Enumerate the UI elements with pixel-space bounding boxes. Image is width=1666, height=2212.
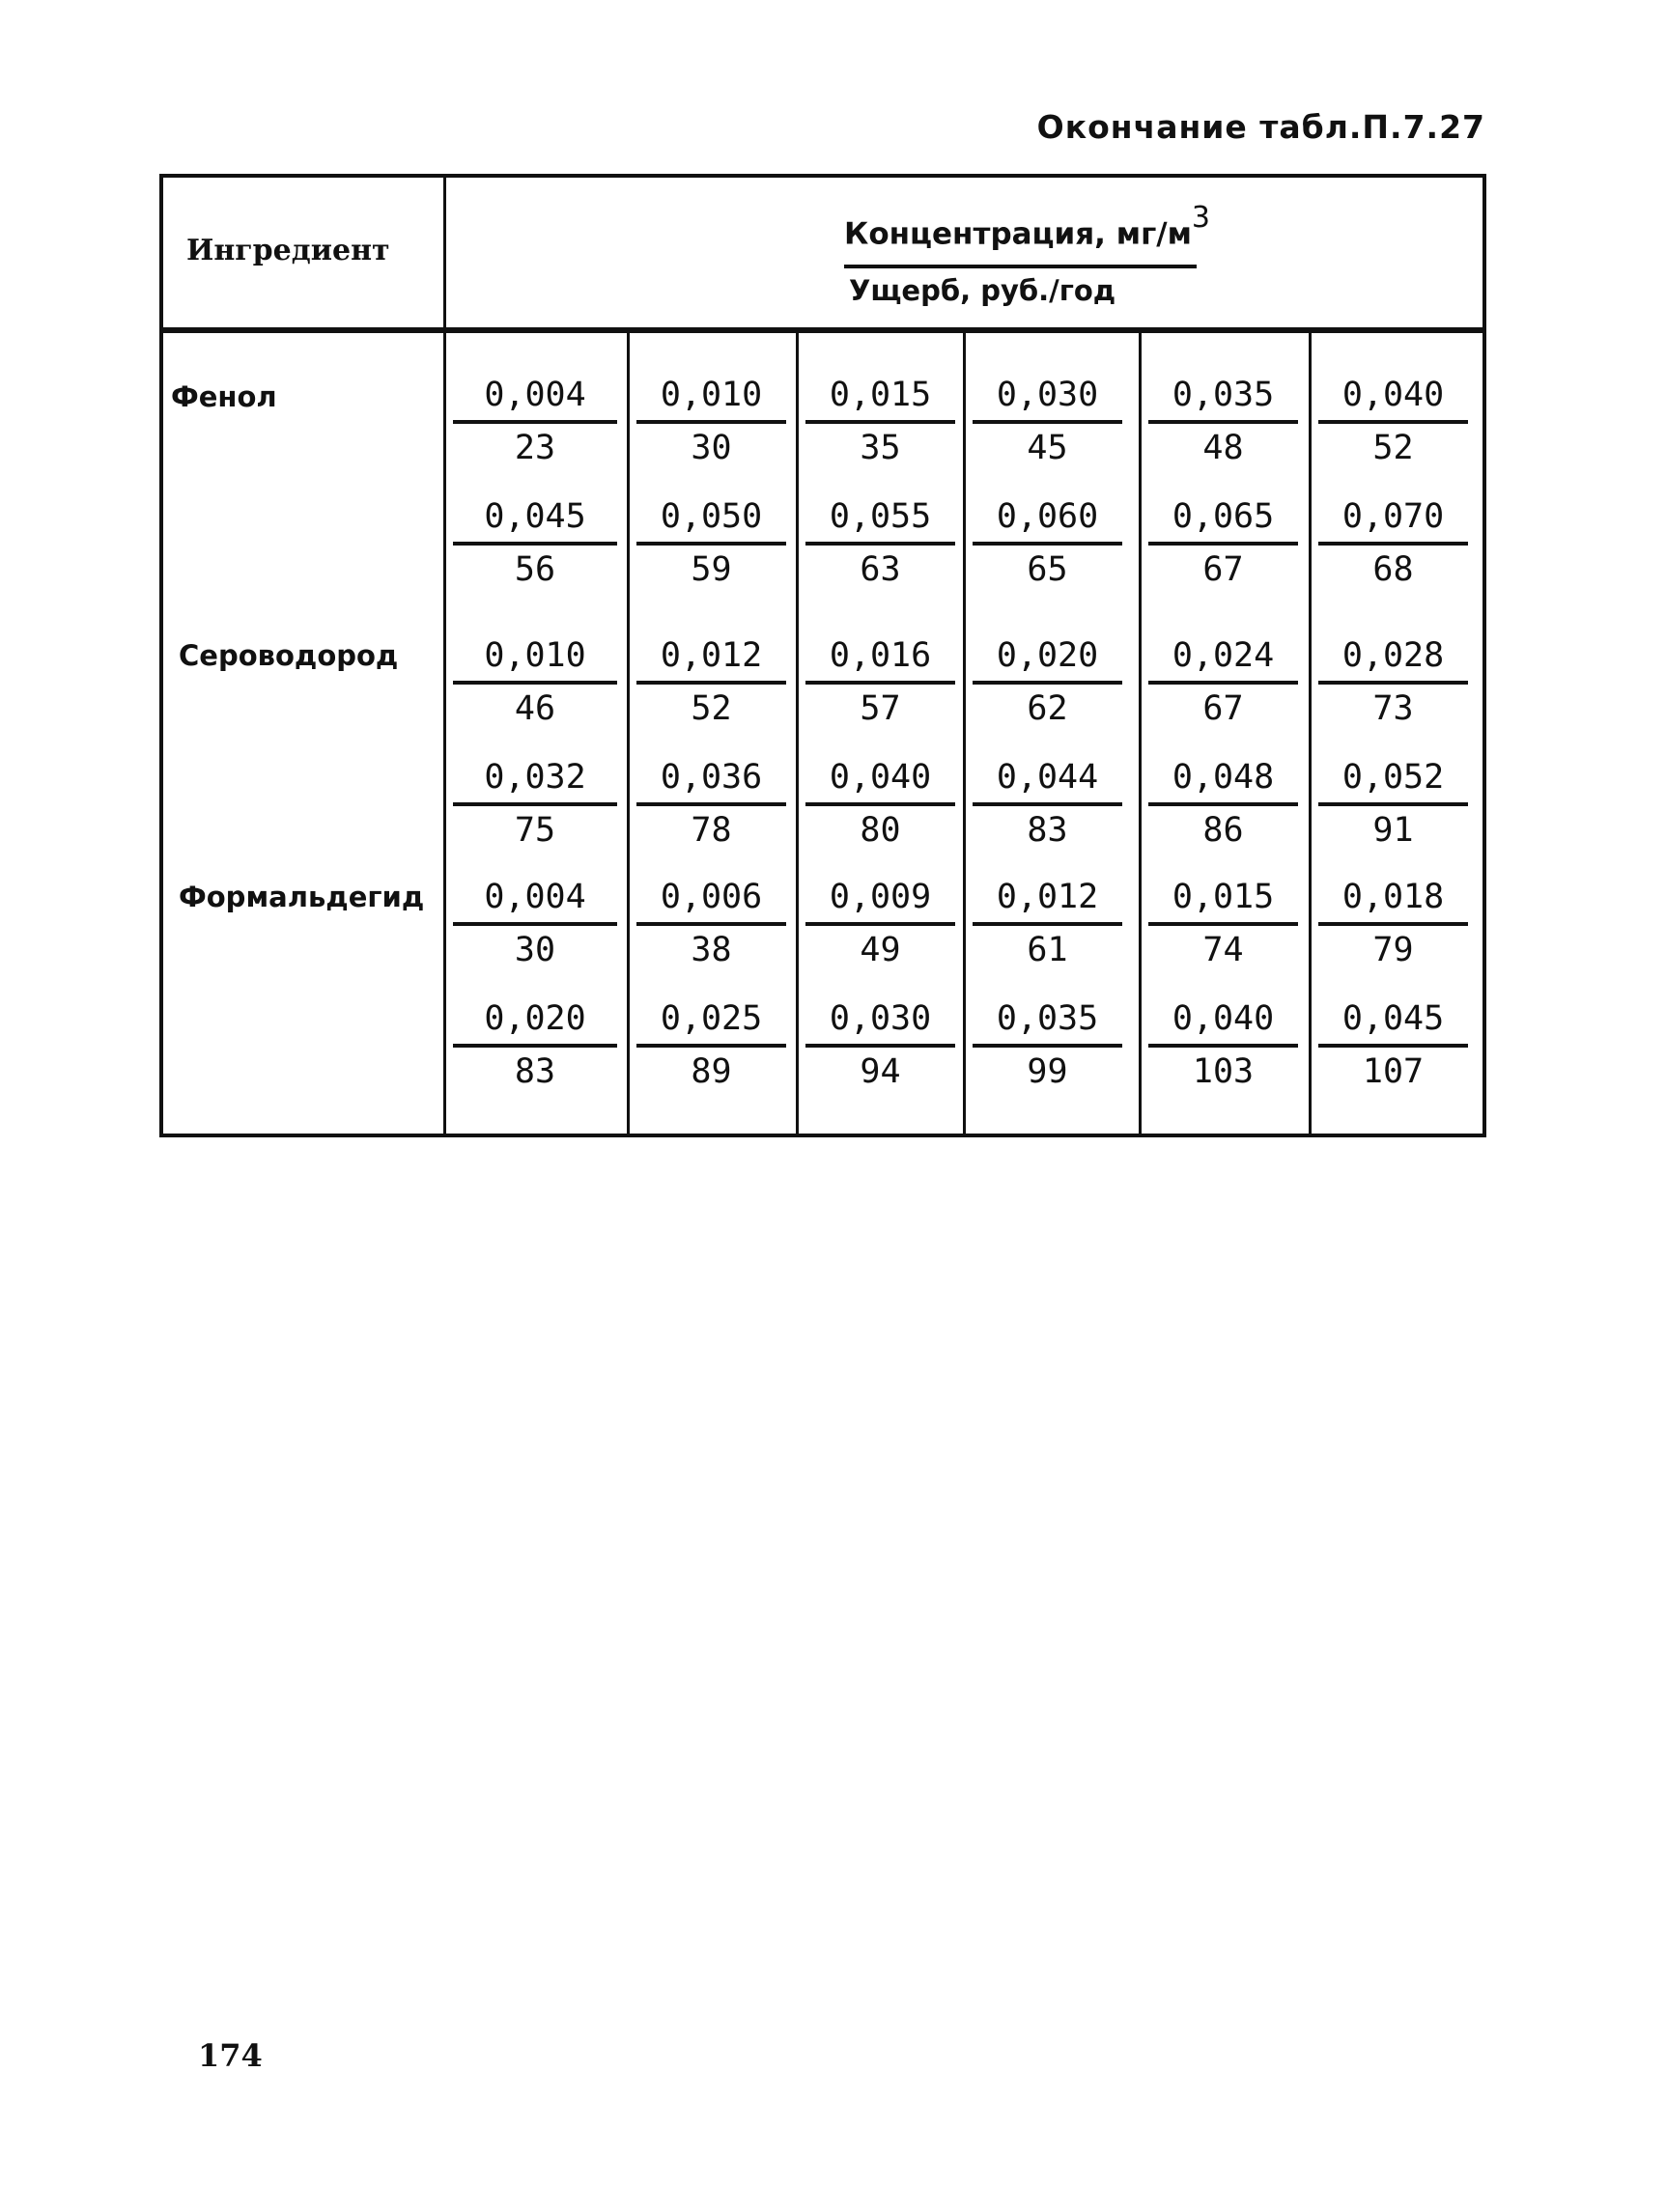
damage-value: 30 xyxy=(691,429,732,467)
fraction-bar xyxy=(973,922,1122,926)
fraction-bar xyxy=(805,1044,955,1048)
damage-value: 86 xyxy=(1202,811,1244,850)
damage-value: 45 xyxy=(1027,429,1068,467)
damage-value: 48 xyxy=(1202,429,1244,467)
damage-value: 59 xyxy=(691,550,732,589)
damage-value: 61 xyxy=(1027,931,1068,969)
concentration-damage-cell xyxy=(973,636,1122,728)
concentration-damage-cell xyxy=(636,497,786,589)
ingredient-label: Сероводород xyxy=(179,639,399,672)
damage-table xyxy=(159,174,1486,1137)
concentration-value: 0,012 xyxy=(660,636,763,675)
header-concentration xyxy=(844,201,1375,252)
damage-value: 65 xyxy=(1027,550,1068,589)
concentration-damage-cell xyxy=(636,999,786,1091)
fraction-bar xyxy=(453,802,617,806)
concentration-value: 0,052 xyxy=(1341,758,1445,797)
concentration-value: 0,030 xyxy=(996,376,1099,414)
concentration-damage-cell xyxy=(973,878,1122,969)
concentration-damage-cell xyxy=(1318,497,1468,589)
concentration-damage-cell xyxy=(453,999,617,1091)
concentration-value: 0,032 xyxy=(484,758,586,797)
concentration-damage-cell xyxy=(973,758,1122,850)
fraction-bar xyxy=(1318,681,1468,685)
fraction-bar xyxy=(805,922,955,926)
fraction-bar xyxy=(805,802,955,806)
fraction-bar xyxy=(453,420,617,424)
concentration-value: 0,040 xyxy=(1172,999,1275,1038)
damage-value: 99 xyxy=(1027,1052,1068,1091)
fraction-bar xyxy=(805,420,955,424)
column-divider xyxy=(443,178,446,1134)
damage-value: 75 xyxy=(514,811,556,850)
fraction-bar xyxy=(636,922,786,926)
concentration-damage-cell xyxy=(973,999,1122,1091)
damage-value: 103 xyxy=(1192,1052,1255,1091)
concentration-damage-cell xyxy=(805,878,955,969)
concentration-value: 0,040 xyxy=(1341,376,1445,414)
fraction-bar xyxy=(973,1044,1122,1048)
header-concentration-text: Концентрация, мг/м xyxy=(844,216,1192,252)
header-damage: Ущерб, руб./год xyxy=(849,274,1116,307)
ingredient-label: Фенол xyxy=(171,380,277,413)
concentration-value: 0,070 xyxy=(1341,497,1445,536)
concentration-value: 0,009 xyxy=(829,878,932,916)
damage-value: 79 xyxy=(1372,931,1414,969)
concentration-value: 0,030 xyxy=(829,999,932,1038)
fraction-bar xyxy=(1318,420,1468,424)
concentration-damage-cell xyxy=(1148,878,1298,969)
damage-value: 52 xyxy=(1372,429,1414,467)
damage-value: 46 xyxy=(514,689,556,728)
concentration-value: 0,006 xyxy=(660,878,763,916)
damage-value: 67 xyxy=(1202,550,1244,589)
fraction-bar xyxy=(636,802,786,806)
concentration-damage-cell xyxy=(636,878,786,969)
damage-value: 49 xyxy=(860,931,901,969)
concentration-value: 0,065 xyxy=(1172,497,1275,536)
fraction-bar xyxy=(973,802,1122,806)
concentration-value: 0,036 xyxy=(660,758,763,797)
damage-value: 35 xyxy=(860,429,901,467)
concentration-damage-cell xyxy=(1148,758,1298,850)
column-divider xyxy=(963,327,966,1134)
damage-value: 67 xyxy=(1202,689,1244,728)
concentration-value: 0,016 xyxy=(829,636,932,675)
concentration-damage-cell xyxy=(973,378,1122,465)
concentration-damage-cell xyxy=(453,758,617,850)
concentration-value: 0,010 xyxy=(660,376,763,414)
table-caption: Окончание табл.П.7.27 xyxy=(1036,108,1485,146)
concentration-damage-cell xyxy=(1148,999,1298,1091)
concentration-value: 0,040 xyxy=(829,758,932,797)
damage-value: 107 xyxy=(1362,1052,1425,1091)
concentration-value: 0,015 xyxy=(1172,878,1275,916)
concentration-damage-cell xyxy=(636,636,786,728)
fraction-bar xyxy=(805,542,955,546)
concentration-value: 0,004 xyxy=(484,878,586,916)
fraction-bar xyxy=(636,420,786,424)
concentration-damage-cell xyxy=(1318,378,1468,465)
fraction-bar xyxy=(453,1044,617,1048)
damage-value: 80 xyxy=(860,811,901,850)
concentration-damage-cell xyxy=(1318,999,1468,1091)
concentration-value: 0,020 xyxy=(996,636,1099,675)
concentration-damage-cell xyxy=(453,378,617,465)
damage-value: 30 xyxy=(514,931,556,969)
damage-value: 23 xyxy=(514,429,556,467)
fraction-bar xyxy=(453,542,617,546)
fraction-bar xyxy=(1148,1044,1298,1048)
concentration-damage-cell xyxy=(805,378,955,465)
concentration-value: 0,015 xyxy=(829,376,932,414)
fraction-bar xyxy=(636,1044,786,1048)
header-concentration-exponent: 3 xyxy=(1191,201,1211,235)
damage-value: 52 xyxy=(691,689,732,728)
damage-value: 73 xyxy=(1372,689,1414,728)
fraction-bar xyxy=(1318,1044,1468,1048)
concentration-value: 0,010 xyxy=(484,636,586,675)
concentration-damage-cell xyxy=(636,378,786,465)
concentration-damage-cell xyxy=(805,999,955,1091)
fraction-bar xyxy=(1318,802,1468,806)
damage-value: 38 xyxy=(691,931,732,969)
column-divider xyxy=(1139,327,1142,1134)
damage-value: 89 xyxy=(691,1052,732,1091)
fraction-bar xyxy=(973,420,1122,424)
concentration-damage-cell xyxy=(1148,497,1298,589)
fraction-bar xyxy=(1148,681,1298,685)
concentration-damage-cell xyxy=(805,758,955,850)
fraction-bar xyxy=(973,681,1122,685)
concentration-damage-cell xyxy=(636,758,786,850)
fraction-bar xyxy=(1148,802,1298,806)
fraction-bar xyxy=(1148,922,1298,926)
column-divider xyxy=(1309,327,1312,1134)
concentration-value: 0,045 xyxy=(484,497,586,536)
damage-value: 68 xyxy=(1372,550,1414,589)
fraction-bar xyxy=(805,681,955,685)
header-divider xyxy=(163,327,1482,333)
fraction-bar xyxy=(1318,922,1468,926)
header-fraction-bar xyxy=(844,265,1197,268)
damage-value: 78 xyxy=(691,811,732,850)
concentration-damage-cell xyxy=(453,636,617,728)
concentration-value: 0,025 xyxy=(660,999,763,1038)
concentration-value: 0,048 xyxy=(1172,758,1275,797)
damage-value: 74 xyxy=(1202,931,1244,969)
damage-value: 94 xyxy=(860,1052,901,1091)
ingredient-label: Формальдегид xyxy=(179,881,425,913)
concentration-damage-cell xyxy=(1318,758,1468,850)
concentration-value: 0,028 xyxy=(1341,636,1445,675)
damage-value: 63 xyxy=(860,550,901,589)
concentration-value: 0,012 xyxy=(996,878,1099,916)
concentration-value: 0,035 xyxy=(996,999,1099,1038)
damage-value: 56 xyxy=(514,550,556,589)
concentration-value: 0,045 xyxy=(1341,999,1445,1038)
concentration-damage-cell xyxy=(453,497,617,589)
concentration-damage-cell xyxy=(805,497,955,589)
column-divider xyxy=(627,327,630,1134)
fraction-bar xyxy=(1148,542,1298,546)
concentration-damage-cell xyxy=(1148,378,1298,465)
concentration-value: 0,018 xyxy=(1341,878,1445,916)
concentration-damage-cell xyxy=(1318,878,1468,969)
concentration-value: 0,020 xyxy=(484,999,586,1038)
fraction-bar xyxy=(1148,420,1298,424)
header-ingredient: Ингредиент xyxy=(186,234,390,267)
concentration-damage-cell xyxy=(453,878,617,969)
concentration-damage-cell xyxy=(973,497,1122,589)
concentration-value: 0,044 xyxy=(996,758,1099,797)
damage-value: 83 xyxy=(514,1052,556,1091)
concentration-damage-cell xyxy=(1148,636,1298,728)
concentration-value: 0,060 xyxy=(996,497,1099,536)
column-divider xyxy=(796,327,799,1134)
damage-value: 83 xyxy=(1027,811,1068,850)
concentration-value: 0,050 xyxy=(660,497,763,536)
fraction-bar xyxy=(973,542,1122,546)
damage-value: 57 xyxy=(860,689,901,728)
damage-value: 62 xyxy=(1027,689,1068,728)
page-number: 174 xyxy=(198,2037,263,2074)
fraction-bar xyxy=(636,681,786,685)
fraction-bar xyxy=(453,922,617,926)
fraction-bar xyxy=(1318,542,1468,546)
concentration-damage-cell xyxy=(805,636,955,728)
fraction-bar xyxy=(453,681,617,685)
concentration-value: 0,024 xyxy=(1172,636,1275,675)
concentration-value: 0,055 xyxy=(829,497,932,536)
concentration-damage-cell xyxy=(1318,636,1468,728)
damage-value: 91 xyxy=(1372,811,1414,850)
fraction-bar xyxy=(636,542,786,546)
concentration-value: 0,004 xyxy=(484,376,586,414)
concentration-value: 0,035 xyxy=(1172,376,1275,414)
